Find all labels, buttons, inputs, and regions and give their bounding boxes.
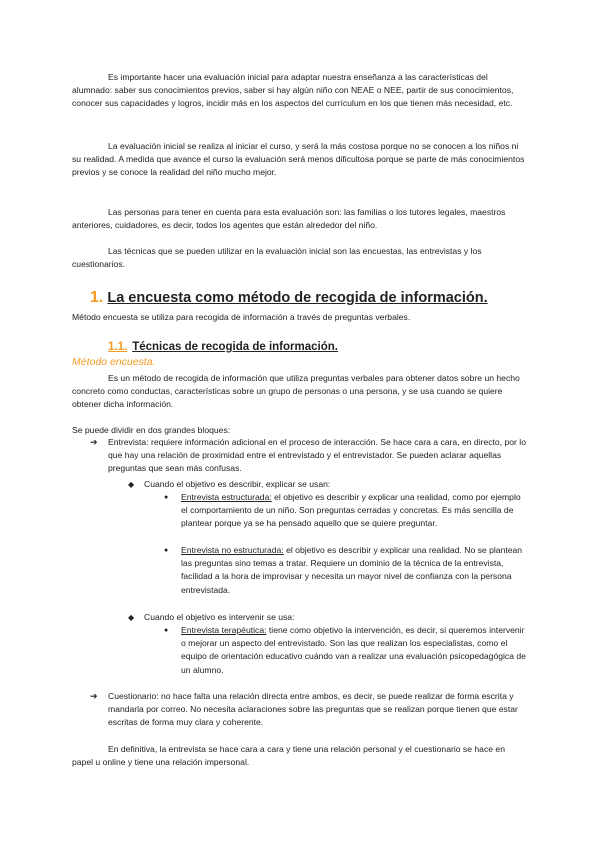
arrow-bullet-icon: ➔ — [90, 437, 98, 447]
no-estructurada-term: Entrevista no estructurada: — [181, 545, 284, 555]
intro-paragraph-3: Las personas para tener en cuenta para esta evaluación son: las familias o los tutores legales, maestros anteriores, cuidadores, es decir, todos los agentes que están alrededor del niño. — [72, 207, 506, 231]
intro-paragraph-1: Es importante hacer una evaluación inicial para adaptar nuestra enseñanza a las características del alumnado: saber sus conocimientos previos, saber si hay algún niño con NEAE o NEE, partir de sus conocimientos, conocer sus capacidades y logros, incidir más en los aspectos del currículum en los que tienen más necesidad, etc. — [72, 72, 514, 109]
terapeutica-term: Entrevista terapéutica: — [181, 625, 267, 635]
method-subtitle: Método encuesta. — [72, 356, 156, 368]
section-1-1-heading — [108, 340, 338, 355]
section-1-1-title: Técnicas de recogida de información. — [132, 341, 338, 353]
section-1-lead: Método encuesta se utiliza para recogida de información a través de preguntas verbales. — [72, 312, 411, 322]
section-1-title: La encuesta como método de recogida de información. — [107, 290, 488, 306]
list-item-objetivo-intervenir: Cuando el objetivo es intervenir se usa: — [144, 612, 295, 622]
method-paragraph: Es un método de recogida de información que utiliza preguntas verbales para obtener datos sobre un hecho concreto como conductas, características sobre un grupo de personas o una persona, y se usa cuando se quiere obtener dicha información. — [72, 373, 520, 410]
intro-paragraph-2: La evaluación inicial se realiza al iniciar el curso, y será la más costosa porque no se conocen a los niños ni su realidad. A medida que avance el curso la evaluación será menos dificultosa porque se parte de más conocimientos previos y se conoce la realidad del niño mucho mejor. — [72, 141, 525, 178]
dot-bullet-icon: ● — [164, 547, 169, 554]
list-item-cuestionario: Cuestionario: no hace falta una relación directa entre ambos, es decir, se puede realizar de forma escrita y mandarla por correo. No necesita aclaraciones sobre las preguntas que se realizan porque tienen que estar escritas de forma muy clara y coherente. — [108, 691, 518, 728]
diamond-bullet-icon: ◆ — [128, 613, 135, 622]
intro-paragraph-4: Las técnicas que se pueden utilizar en la evaluación inicial son las encuestas, las entrevistas y los cuestionarios. — [72, 246, 482, 270]
section-1-heading — [90, 289, 488, 307]
estructurada-text: el objetivo es describir y explicar una realidad, como por ejemplo el comportamiento de un niño. Son preguntas cerradas y concretas. Es más sencilla de plantear porque ya se ha pensado aquello que se quiere preguntar. — [181, 492, 521, 529]
list-item-no-estructurada — [181, 544, 528, 597]
list-item-estructurada — [181, 491, 528, 531]
diamond-bullet-icon: ◆ — [128, 480, 135, 489]
conclusion-paragraph: En definitiva, la entrevista se hace cara a cara y tiene una relación personal y el cuestionario se hace en papel u online y tiene una relación impersonal. — [72, 744, 505, 768]
section-1-number: 1. — [90, 289, 104, 306]
list-item-objetivo-describir: Cuando el objetivo es describir, explicar se usan: — [144, 479, 331, 489]
dot-bullet-icon: ● — [164, 494, 169, 501]
list-item-entrevista: Entrevista: requiere información adicional en el proceso de interacción. Se hace cara a cara, en directo, por lo que hay una relación de proximidad entre el entrevistado y el entrevistador. Se pueden aclarar aquellas preguntas que sean más confusas. — [108, 437, 526, 474]
list-item-terapeutica — [181, 624, 528, 677]
estructurada-term: Entrevista estructurada: — [181, 492, 272, 502]
no-estructurada-text: el objetivo es describir y explicar una realidad. No se plantean las preguntas sino temas a tratar. Requiere un dominio de la técnica de la entrevista, facilidad a la hora de improvisar y necesita un mayor nivel de confianza con la persona entrevistada. — [181, 545, 523, 595]
terapeutica-text: tiene como objetivo la intervención, es decir, si queremos intervenir o mejorar un aspecto del entrevistado. Son las que realizan los especialistas, como el equipo de orientación educativo cuándo van a realizar una evaluación psicopedagógica de un alumno. — [181, 625, 526, 675]
blocks-intro: Se puede dividir en dos grandes bloques: — [72, 425, 231, 435]
dot-bullet-icon: ● — [164, 627, 169, 634]
section-1-1-number: 1.1. — [108, 341, 128, 353]
arrow-bullet-icon: ➔ — [90, 691, 98, 701]
